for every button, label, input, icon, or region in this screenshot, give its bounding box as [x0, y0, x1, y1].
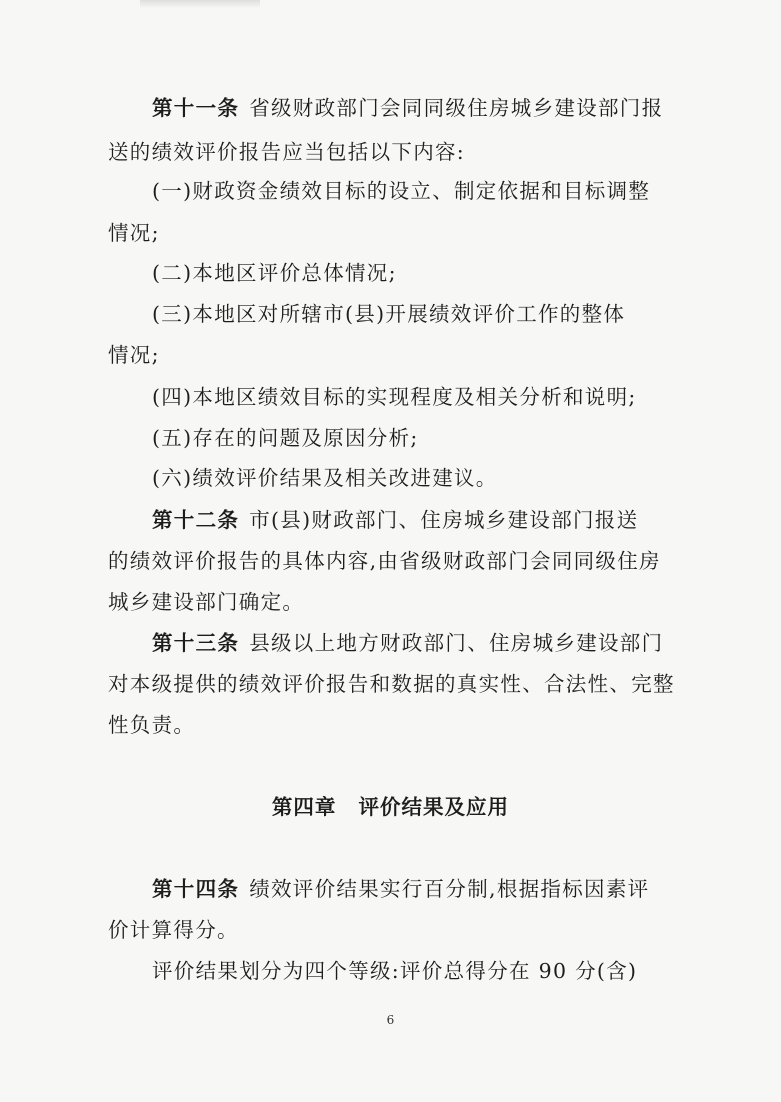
article-11-line-1 [152, 93, 663, 123]
chapter-4-title: 第四章 评价结果及应用 [271, 795, 510, 819]
article-11-item-6: (六)绩效评价结果及相关改进建议。 [152, 466, 498, 490]
article-11-item-3-line-2: 情况; [108, 343, 160, 367]
article-14-text-1: 绩效评价结果实行百分制,根据指标因素评 [249, 877, 650, 901]
article-14-number: 第十四条 [152, 877, 240, 901]
article-11-item-3-line-1: (三)本地区对所辖市(县)开展绩效评价工作的整体 [152, 302, 626, 326]
article-11-item-1-line-1: (一)财政资金绩效目标的设立、制定依据和目标调整 [152, 179, 651, 203]
article-12-number: 第十二条 [152, 508, 240, 532]
article-11-number: 第十一条 [152, 96, 240, 120]
article-11-item-5: (五)存在的问题及原因分析; [152, 426, 419, 450]
article-13-line-2: 对本级提供的绩效评价报告和数据的真实性、合法性、完整 [108, 672, 675, 696]
article-11-text-1: 省级财政部门会同同级住房城乡建设部门报 [249, 96, 664, 120]
article-13-number: 第十三条 [152, 631, 240, 655]
page-number: 6 [386, 1013, 395, 1027]
article-11-item-1-line-2: 情况; [108, 221, 160, 245]
article-11-item-2: (二)本地区评价总体情况; [152, 261, 397, 285]
article-14-line-1 [152, 874, 649, 904]
article-14-line-3: 评价结果划分为四个等级:评价总得分在 90 分(含) [152, 959, 638, 983]
article-11-line-2: 送的绩效评价报告应当包括以下内容: [108, 140, 466, 164]
scan-shadow [140, 0, 260, 8]
article-12-line-2: 的绩效评价报告的具体内容,由省级财政部门会同同级住房 [108, 549, 661, 573]
article-12-line-1 [152, 505, 638, 535]
article-14-line-2: 价计算得分。 [108, 918, 239, 942]
article-12-text-1: 市(县)财政部门、住房城乡建设部门报送 [249, 508, 639, 532]
article-13-line-3: 性负责。 [108, 713, 196, 737]
article-13-text-1: 县级以上地方财政部门、住房城乡建设部门 [249, 631, 664, 655]
article-13-line-1 [152, 628, 663, 658]
article-11-item-4: (四)本地区绩效目标的实现程度及相关分析和说明; [152, 385, 637, 409]
article-12-line-3: 城乡建设部门确定。 [108, 590, 305, 614]
